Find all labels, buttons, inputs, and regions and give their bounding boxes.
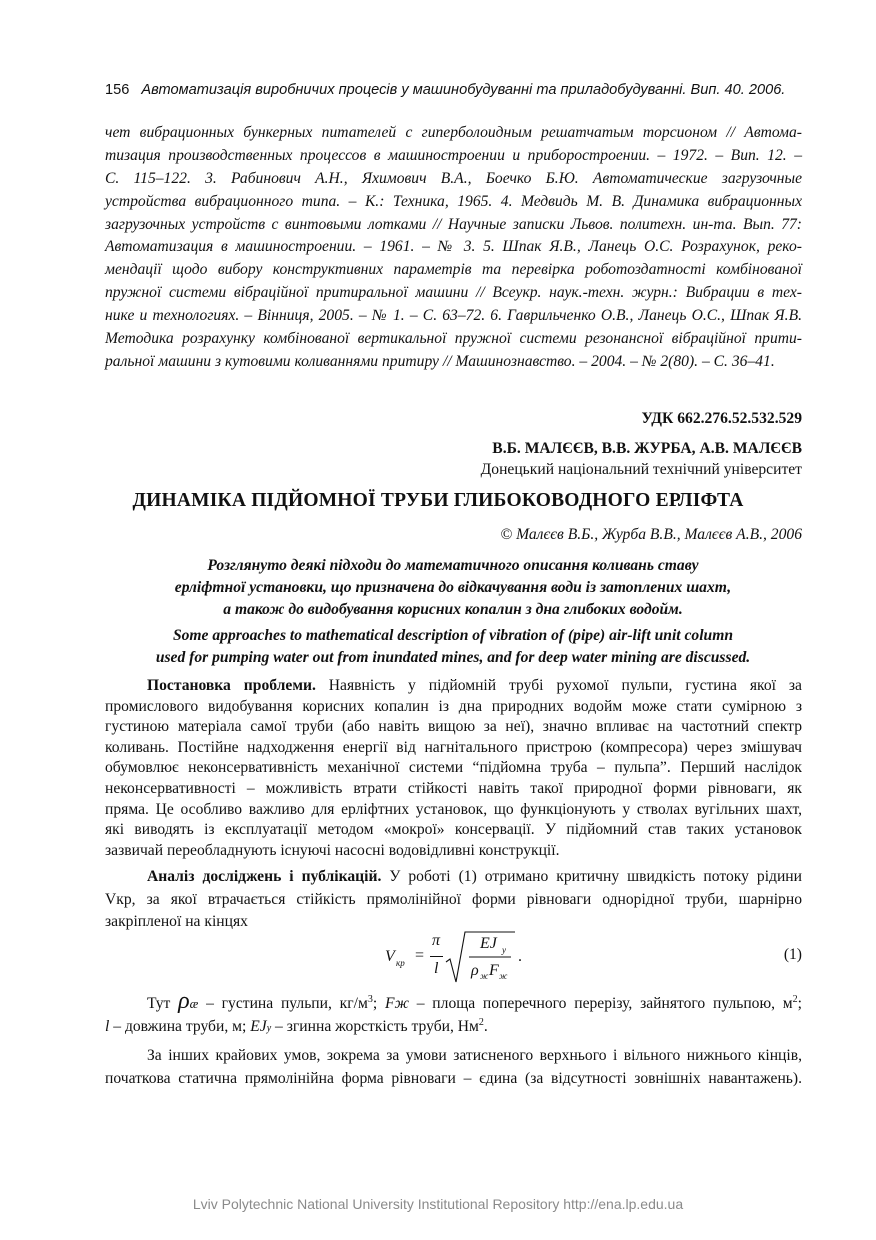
reference-line: устройства вибрационного типа. – К.: Техника, 1965. 4. Медвидь М. В. Динамика вибрационных: [105, 192, 802, 210]
reference-line: С. 115–122. 3. Рабинович А.Н., Яхимович В.А., Боечко Б.Ю. Автоматические загрузочные: [105, 169, 802, 187]
symbol: l: [105, 1018, 110, 1035]
paragraph-line: зазвичай переобладнують існуючі насосні водовідливні конструкції.: [105, 841, 560, 859]
section-heading: Постановка проблеми.: [147, 677, 316, 694]
line-text: Тут: [147, 995, 179, 1012]
superscript: 2: [478, 1017, 484, 1028]
reference-line: Автоматизация в машиностроении. – 1961. – № 3. 5. Шпак Я.В., Ланець О.С. Розрахунок, реко-: [105, 238, 802, 256]
abstract-english: [0, 625, 876, 669]
rho-subscript: æ: [189, 996, 199, 1011]
formula-ej: EJ: [480, 935, 497, 952]
line-text: ;: [372, 995, 385, 1012]
reference-line: пружної системи вібраційної притиральної машини // Всеукр. наук.-техн. журн.: Вибрации в тех-: [105, 284, 802, 302]
section-heading: Аналіз досліджень і публікацій.: [147, 868, 382, 885]
formula-ej-sub: y: [502, 945, 506, 955]
formula-f-sub: ж: [499, 971, 508, 981]
paragraph-line: які виводять із експлуатації методом «мокрої» консервації. У підйомний став таких установок: [105, 821, 802, 839]
line-text: Наявність у підйомній трубі рухомої пульпи, густина якої за: [315, 677, 802, 694]
line-text: – довжина труби, м;: [109, 1018, 251, 1035]
journal-title: Автоматизація виробничих процесів у машинобудуванні та приладобудуванні. Вип. 40. 2006.: [141, 82, 786, 98]
paragraph-line: [105, 1014, 802, 1040]
line-text: ;: [797, 995, 803, 1012]
formula-pi: π: [432, 932, 441, 949]
line-text: – згинна жорсткість труби, Нм: [271, 1018, 479, 1035]
formula-v: V: [385, 948, 395, 965]
reference-line: чет вибрационных бункерных питателей с гиперболоидным решатчатым торсионом // Автома-: [105, 124, 802, 141]
paragraph-line: початкова статична прямолінійна форма рівноваги – єдина (за відсутності зовнішніх навантажень).: [105, 1070, 802, 1087]
reference-line: мендації щодо вибору конструктивних параметрів та перевірка роботоздатності комбінованої: [105, 261, 802, 279]
references-continuation: [105, 122, 802, 374]
paragraph-line: [105, 866, 802, 889]
formula-f: F: [489, 962, 499, 979]
symbol: Fж: [384, 995, 409, 1012]
formula-v-sub: кр: [396, 958, 405, 968]
paragraph-line: коливань. Постійне надходження енергії від нагнітального пристрою (компресора) через змішувач: [105, 738, 802, 756]
rho-symbol: ρ: [178, 988, 190, 1014]
authors: В.Б. МАЛЄЄВ, В.В. ЖУРБА, А.В. МАЛЄЄВ: [492, 440, 802, 457]
paragraph-line: [105, 988, 802, 1014]
formula-period: .: [518, 948, 522, 965]
paragraph-boundary-conditions: [105, 1044, 802, 1090]
paragraph-line: промислового видобування корисних копалин із дна природних водойм може стати сумірною з: [105, 697, 802, 715]
page-number: 156: [105, 82, 130, 98]
running-header: [105, 82, 785, 98]
superscript: 2: [792, 994, 798, 1005]
abstract-line: Розглянуто деякі підходи до математичного описання коливань ставу: [207, 557, 699, 574]
paragraph-line: неконсервативності – можливість втрати стійкості навіть такої природної форми рівноваги, як: [105, 779, 802, 797]
paragraph-problem-statement: [105, 676, 802, 861]
line-text: – густина пульпи, кг/м: [198, 995, 368, 1012]
paragraph-line: пряма. Це особливо важливо для ерліфтних установок, що функціонують у стволах вугільних шахт,: [105, 800, 802, 818]
symbol: EJ: [250, 1018, 267, 1035]
fraction-bar: [430, 956, 443, 957]
line-text: .: [483, 1018, 488, 1035]
formula-rho: ρ: [471, 962, 479, 979]
line-text: У роботі (1) отримано критичну швидкість потоку рідини: [381, 868, 802, 885]
abstract-line: ерліфтної установки, що призначена до відкачування води із затоплених шахт,: [174, 579, 732, 596]
affiliation: Донецький національний технічний університет: [480, 461, 802, 478]
reference-line: нике и технологиях. – Вінниця, 2005. – № 1. – С. 63–72. 6. Гаврильченко О.В., Ланець О.С., Шпак Я.В.: [105, 307, 802, 325]
paragraph-line: густиною матеріала самої труби (або навіть вищою за неї), значно впливає на частотний спектр: [105, 718, 802, 736]
abstract-line: а також до видобування корисних копалин з дна глибоких водойм.: [223, 601, 683, 618]
paragraph-notation: [105, 988, 802, 1040]
formula-rho-sub: ж: [480, 971, 489, 981]
paragraph-literature-review: [105, 866, 802, 934]
paragraph-line: закріпленої на кінцях: [105, 913, 248, 930]
reference-line: ральної машини з кутовими коливаннями притиру // Машинознавство. – 2004. – № 2(80). – С. 36–41.: [105, 352, 775, 370]
abstract-line: used for pumping water out from inundated mines, and for deep water mining are discussed.: [155, 649, 751, 666]
equation-critical-velocity: [385, 930, 535, 986]
line-text: – площа поперечного перерізу, зайнятого пульпою, м: [408, 995, 793, 1012]
abstract-ukrainian: [0, 555, 876, 621]
superscript: 3: [367, 994, 373, 1005]
formula-l: l: [434, 960, 439, 977]
repository-footer: Lviv Polytechnic National University Institutional Repository http://ena.lp.edu.ua: [192, 1196, 684, 1212]
article-title: ДИНАМІКА ПІДЙОМНОЇ ТРУБИ ГЛИБОКОВОДНОГО ЕРЛІФТА: [132, 490, 744, 511]
reference-line: загрузочных устройств с винтовыми лотками // Научные записки Львов. политехн. ин-та. Вып. 77:: [105, 215, 802, 233]
reference-line: Методика розрахунку комбінованої вертикальної пружної системи резонансної вібраційної прити-: [105, 330, 802, 348]
abstract-line: Some approaches to mathematical description of vibration of (pipe) air-lift unit column: [172, 627, 734, 644]
paragraph-line: За інших крайових умов, зокрема за умови затисненого верхнього і вільного нижнього кінців,: [147, 1047, 802, 1064]
paragraph-line: обумовлює неконсервативність механічної системи “підйомна труба – пульпа”. Перший наслідок: [105, 759, 802, 777]
reference-line: тизация производственных процессов в машиностроении и приборостроении. – 1972. – Вип. 12. –: [105, 146, 802, 164]
paragraph-line: [105, 676, 802, 697]
copyright: © Малєєв В.Б., Журба В.В., Малєєв А.В., 2006: [500, 526, 802, 543]
equation-number: (1): [783, 946, 802, 963]
subscript: y: [266, 1023, 272, 1034]
paragraph-line: Vкр, за якої втрачається стійкість прямолінійної форми рівноваги однорідної труби, шарнірно: [105, 890, 802, 908]
udc-code: УДК 662.276.52.532.529: [641, 410, 802, 427]
formula-equals: =: [415, 947, 425, 964]
